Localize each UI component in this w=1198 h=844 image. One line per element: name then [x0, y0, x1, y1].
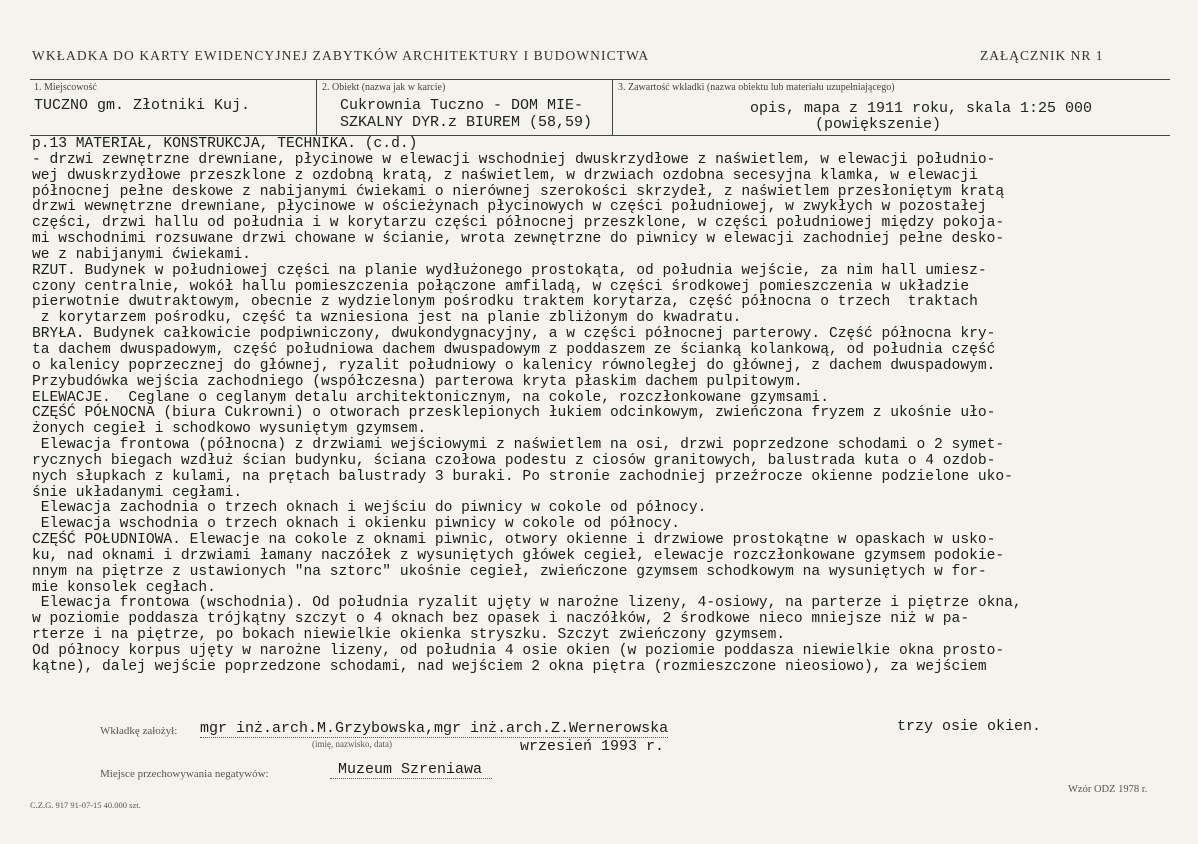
body-line: nych słupkach z kulami, na prętach balustrady 3 buraki. Po stronie zachodniej przeźrocze okienne podzielone uko- — [32, 468, 1013, 485]
storage-label: Miejsce przechowywania negatywów: — [100, 768, 269, 780]
body-line: pierwotnie dwutraktowym, obecnie z wydzielonym pośrodku traktem korytarza, część północna o trzech traktach — [32, 294, 978, 311]
body-line: CZĘŚĆ PÓŁNOCNA (biura Cukrowni) o otworach przesklepionych łukiem odcinkowym, zwieńczona fryzem z ukośnie uło- — [32, 405, 996, 422]
storage-value: Muzeum Szreniawa — [330, 761, 492, 779]
body-line: w poziomie poddasza trójkątny szczyt o 4 oknach bez opasek i naczółków, 2 środkowe nieco mniejsze niż w pa- — [32, 611, 970, 628]
body-line: CZĘŚĆ POŁUDNIOWA. Elewacje na cokole z oknami piwnic, otwory okienne i drzwiowe prostokątne w opaskach w usko- — [32, 532, 996, 549]
field-3-label: 3. Zawartość wkładki (nazwa obiektu lub materiału uzupełniającego) — [618, 82, 895, 93]
author-value: mgr inż.arch.M.Grzybowska,mgr inż.arch.Z.Wernerowska — [200, 720, 669, 737]
body-line: wej dwuskrzydłowe przeszklone z ozdobną kratą, z naświetlem, w drzwiach ozdobna secesyjna klamka, w elewacji — [32, 167, 978, 184]
body-line: - drzwi zewnętrzne drewniane, płycinowe w elewacji wschodniej dwuskrzydłowe z naświetlem, w elewacji południo- — [32, 151, 996, 168]
body-line: we z nabijanymi ćwiekami. — [32, 246, 251, 263]
field-3-value-line1: opis, mapa z 1911 roku, skala 1:25 000 — [750, 100, 1093, 117]
field-divider-1 — [316, 79, 317, 135]
body-line: ta dachem dwuspadowym, część południowa dachem dwuspadowym z poddaszem ze ścianką kolankową, od południa część — [32, 341, 996, 358]
body-line: RZUT. Budynek w południowej części na planie wydłużonego prostokąta, od południa wejście, za nim hall umiesz- — [32, 262, 987, 279]
body-line: ku, nad oknami i drzwiami łamany naczółek z wysuniętych główek cegieł, elewacje rozczłonkowane gzymsem podokie- — [32, 547, 1005, 564]
body-line: Od północy korpus ujęty w narożne lizeny, od południa 4 osie okien (w poziomie poddasza niewielkie okna prosto- — [32, 643, 1005, 659]
form-title: WKŁADKA DO KARTY EWIDENCYJNEJ ZABYTKÓW ARCHITEKTURY I BUDOWNICTWA — [32, 48, 650, 63]
field-box-top-rule — [30, 79, 1170, 80]
field-1-value: TUCZNO gm. Złotniki Kuj. — [34, 97, 251, 114]
field-2-value-line2: SZKALNY DYR.z BIUREM (58,59) — [340, 114, 593, 131]
field-3-value-line2: (powiększenie) — [815, 116, 942, 133]
body-line: BRYŁA. Budynek całkowicie podpiwniczony, dwukondygnacyjny, a w części północnej parterowy. Część północna kry- — [32, 326, 996, 343]
print-info: C.Z.G. 917 91-07-15 40.000 szt. — [30, 800, 141, 810]
body-line: żonych cegieł i schodkowo wysuniętym gzymsem. — [32, 421, 427, 438]
body-line: nnym na piętrze z ustawionych "na sztorc" ukośnie cegieł, zwieńczone gzymsem schodkowym na wysuniętych w for- — [32, 563, 987, 580]
body-line: Elewacja wschodnia o trzech oknach i okienku piwnicy w cokole od północy. — [32, 516, 681, 533]
body-line: kątne), dalej wejście poprzedzone schodami, nad wejściem 2 okna piętra (rozmieszczone nieosiowo), za wejściem — [32, 658, 987, 675]
field-divider-2 — [612, 79, 613, 135]
annex-number: ZAŁĄCZNIK NR 1 — [980, 48, 1104, 63]
body-continuation: trzy osie okien. — [897, 718, 1042, 735]
body-line: drzwi wewnętrzne drewniane, płycinowe w ościeżynach płycinowych w części południowej, w zwykłych w pozostałej — [32, 199, 987, 216]
body-line: części, drzwi hallu od południa i w korytarzu części północnej przeszklone, w części południowej między pokoja- — [32, 215, 1005, 232]
body-line: śnie układanymi cegłami. — [32, 484, 243, 501]
body-line: Elewacja frontowa (wschodnia). Od południa ryzalit ujęty w narożne lizeny, 4-osiowy, na parterze i piętrze okna, — [32, 595, 1022, 612]
sign-date: wrzesień 1993 r. — [520, 738, 665, 755]
author-label: Wkładkę założył: — [100, 725, 178, 737]
field-1-label: 1. Miejscowość — [34, 82, 97, 93]
body-line: Elewacja zachodnia o trzech oknach i wejściu do piwnicy w cokole od północy. — [32, 500, 707, 517]
body-line: Elewacja frontowa (północna) z drzwiami wejściowymi z naświetlem na osi, drzwi poprzedzone schodami o 2 symet- — [32, 437, 1005, 454]
field-2-label: 2. Obiekt (nazwa jak w karcie) — [322, 82, 446, 93]
body-line: północnej pełne deskowe z nabijanymi ćwiekami o nierównej szerokości skrzydeł, z naświetlem przesłoniętym kratą — [32, 183, 1005, 200]
body-line: mie konsolek cegłach. — [32, 579, 216, 596]
description-body — [32, 137, 1167, 676]
body-line: z korytarzem pośrodku, część ta wzniesiona jest na planie zbliżonym do kwadratu. — [32, 310, 742, 327]
body-line: o kalenicy poprzecznej do głównej, ryzalit południowy o kalenicy równoległej do głównej, z dachem dwuspadowym. — [32, 357, 996, 374]
author-sublabel: (imię, nazwisko, data) — [312, 739, 392, 749]
body-line: p.13 MATERIAŁ, KONSTRUKCJA, TECHNIKA. (c.d.) — [32, 136, 418, 152]
body-line: czony centralnie, wokół hallu pomieszczenia połączone amfiladą, w części środkowej pomieszczenia w układzie — [32, 278, 970, 295]
body-line: Przybudówka wejścia zachodniego (współczesna) parterowa kryta płaskim dachem pulpitowym. — [32, 373, 803, 390]
body-line: ELEWACJE. Ceglane o ceglanym detalu architektonicznym, na cokole, rozczłonkowane gzymsami. — [32, 389, 829, 406]
body-line: rterze i na piętrze, po bokach niewielkie okienka stryszku. Szczyt zwieńczony gzymsem. — [32, 627, 786, 644]
field-2-value-line1: Cukrownia Tuczno - DOM MIE- — [340, 97, 584, 114]
form-pattern: Wzór ODZ 1978 r. — [1068, 784, 1148, 795]
body-line: rycznych biegach wzdłuż ścian budynku, ściana czołowa podestu z ciosów granitowych, balustrada kuta o 4 ozdob- — [32, 452, 996, 469]
body-line: mi wschodnimi rozsuwane drzwi chowane w ścianie, wrota zewnętrzne do piwnicy w elewacji zachodniej pełne desko- — [32, 231, 1005, 248]
